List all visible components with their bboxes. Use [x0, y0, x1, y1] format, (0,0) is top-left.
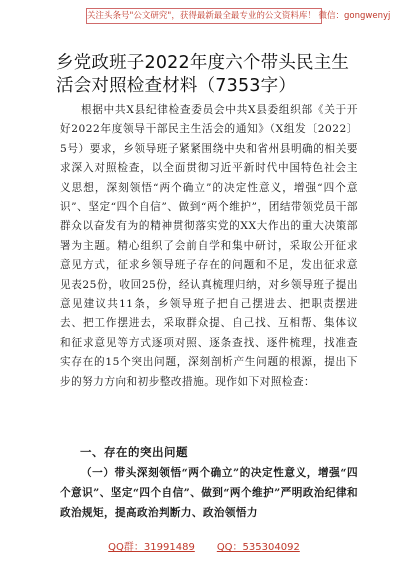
section-heading: 一、存在的突出问题	[80, 445, 188, 459]
promo-banner: 关注头条号"公文研究"，获得最新最全最专业的公文资料库！ 微信：gongwenyj	[86, 8, 322, 24]
qq-group-text: QQ群：31991489	[108, 542, 195, 553]
qq-contact-text: QQ：535304092	[216, 542, 300, 553]
footer-contact	[0, 540, 408, 556]
subsection-paragraph: （一）带头深刻领悟“两个确立”的决定性意义，增强“四个意识”、坚定“四个自信”、做到“两个维护”严明政治纪律和政治规矩，提高政治判断力、政治领悟力	[60, 467, 358, 519]
intro-paragraph: 根据中共X县纪律检查委员会中共X县委组织部《关于开好2022年度领导干部民主生活会的通知》（X组发〔2022〕5号）要求，乡领导班子紧紧围绕中央和省州县明确的相关要求深入对照检查，以全面贯彻习近平新时代中国特色社会主义思想，深刻领悟“两个确立”的决定性意义，增强“四个意识”、坚定“四个自信”、做到“两个维护”，团结带领党员干部群众以奋发有为的精神贯彻落实党的XX大作出的重大决策部署为主题。精心组织了会前自学和集中研讨，采取公开征求意见方式，征求乡领导班子存在的问题和不足，发出征求意见表25份，收回25份，经认真梳理归纳，对乡领导班子提出意见建议共11条，乡领导班子把自己摆进去、把职责摆进去、把工作摆进去，采取群众提、自己找、互相帮、集体议和征求意见等方式逐项对照、逐条查找、逐件梳理，找准查实存在的15个突出问题，深刻剖析产生问题的根源，提出下步的努力方向和初步整改措施。现作如下对照检查：	[60, 104, 358, 388]
document-title: 乡党政班子2022年度六个带头民主生活会对照检查材料（7353字）	[56, 53, 350, 96]
